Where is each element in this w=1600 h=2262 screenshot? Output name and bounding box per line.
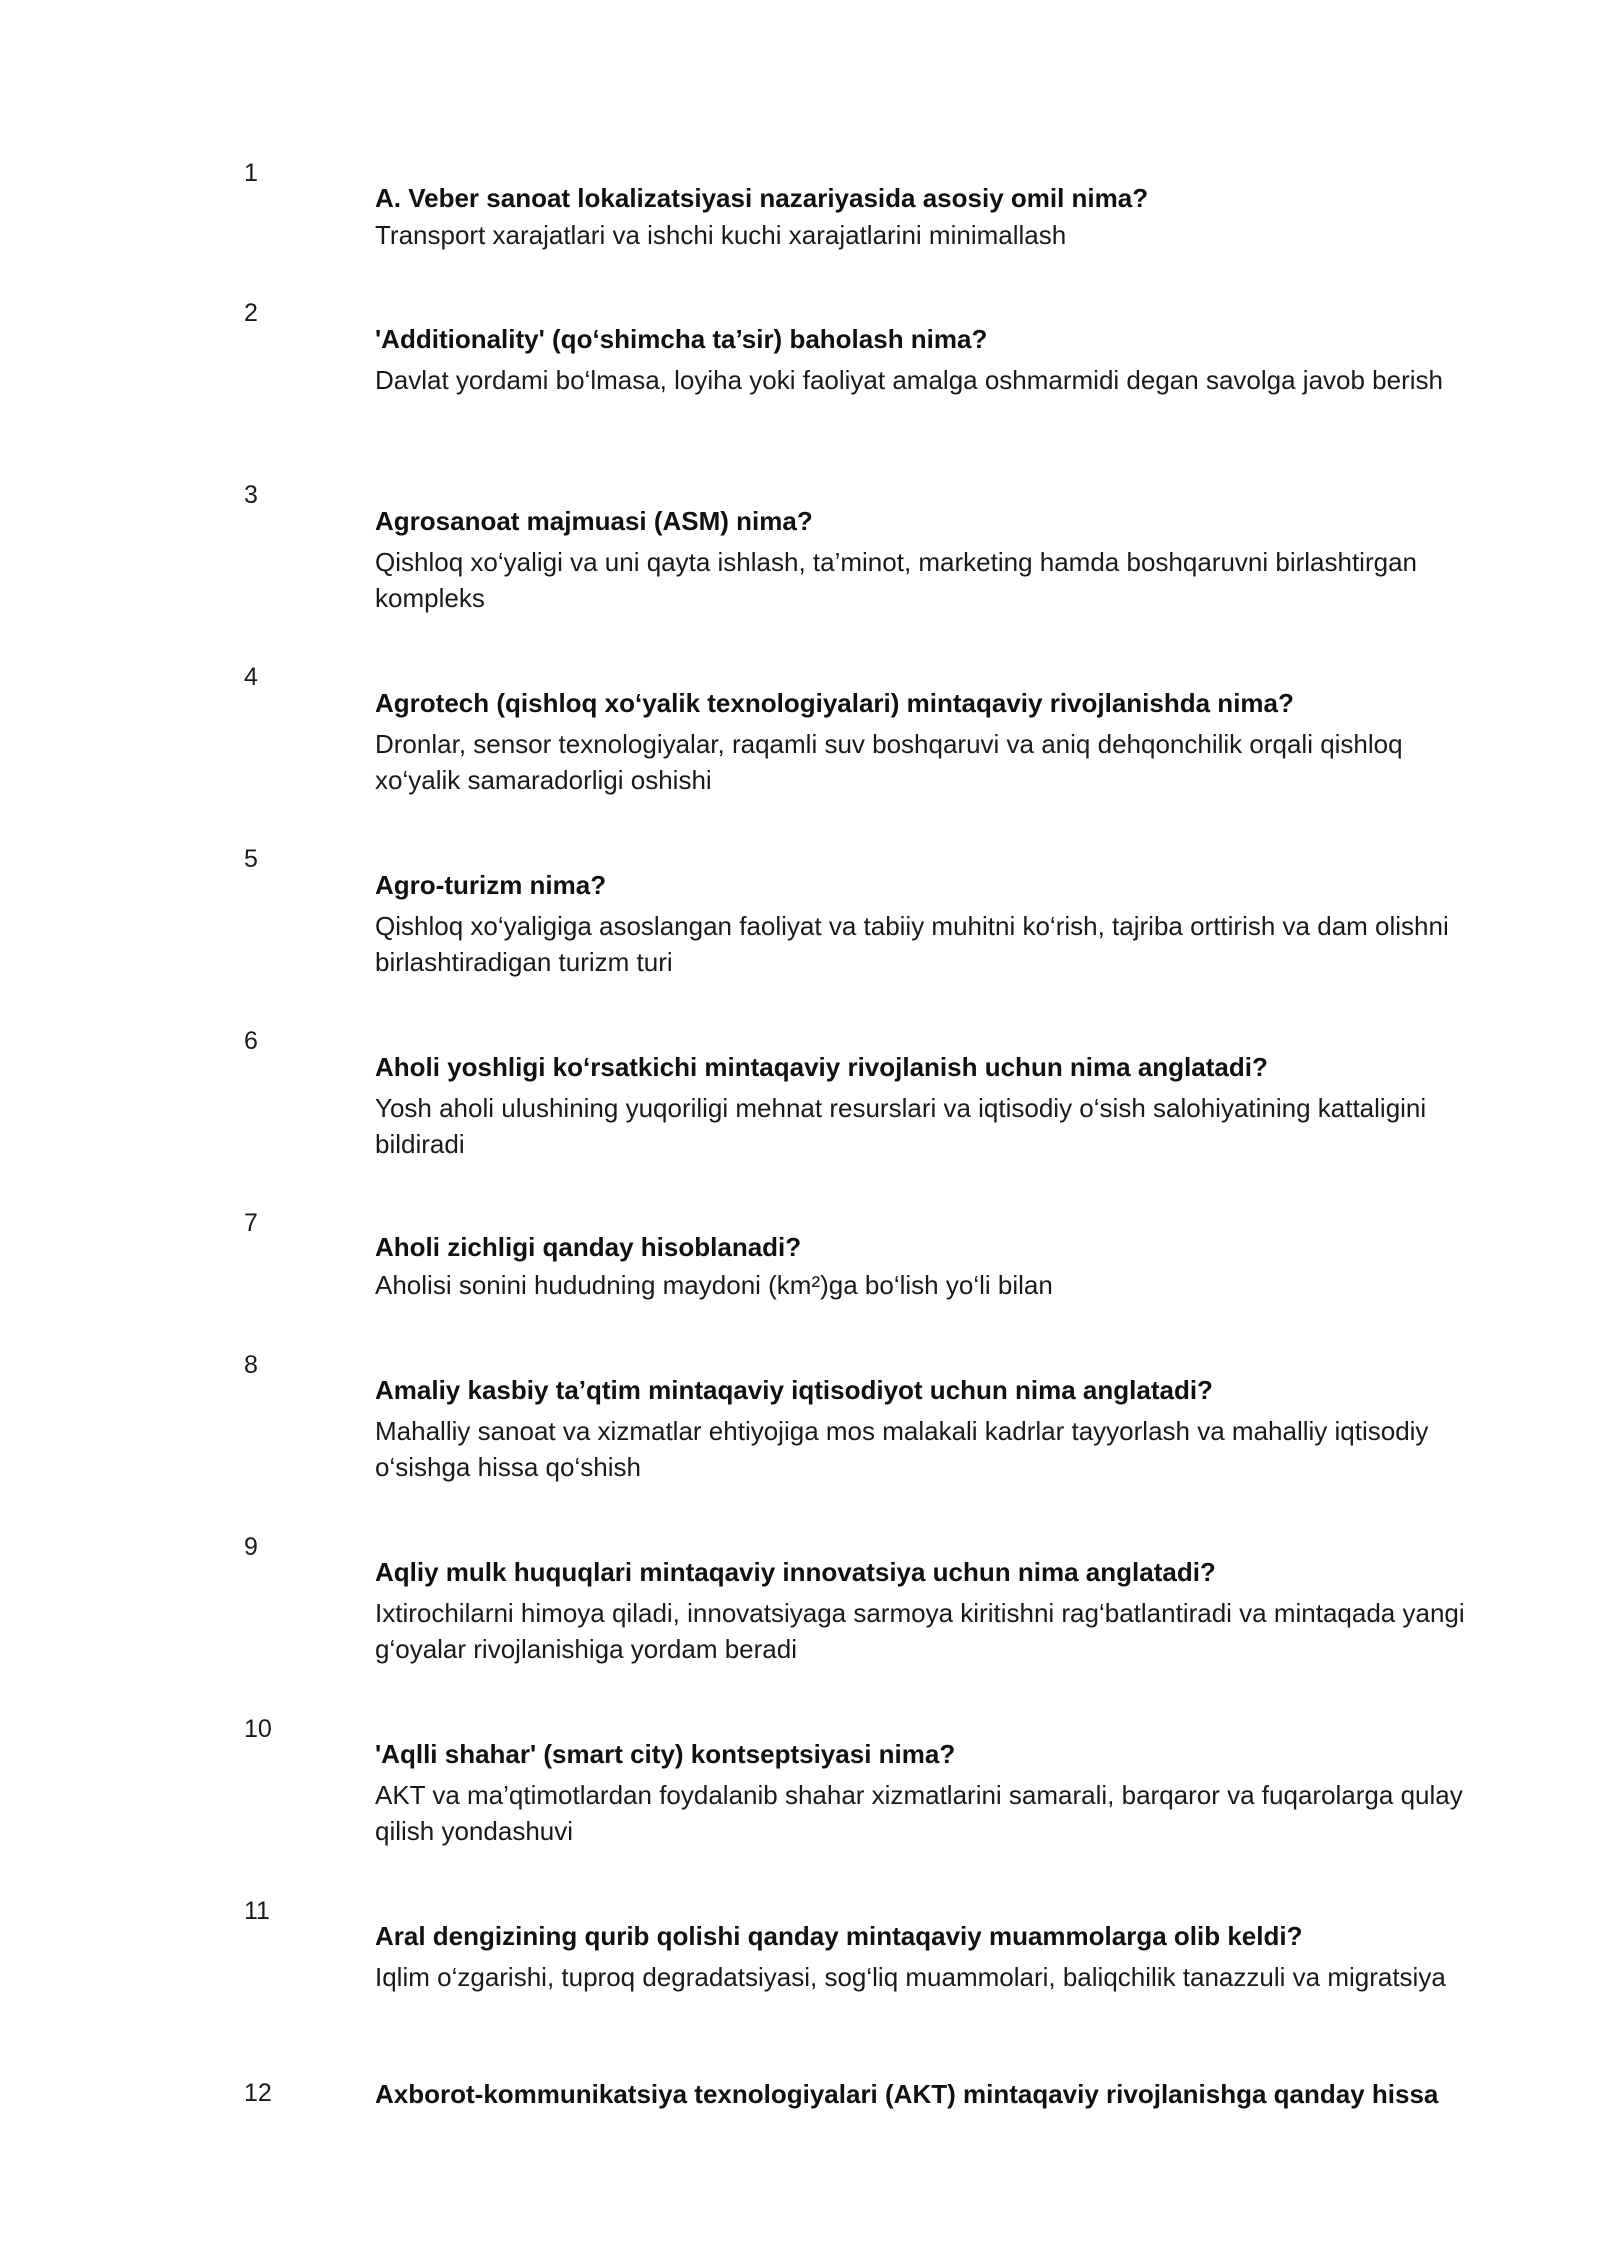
question-text: Aral dengizining qurib qolishi qanday mintaqaviy muammolarga olib keldi? — [375, 1921, 1303, 1951]
item-number: 2 — [244, 299, 258, 327]
question-text: A. Veber sanoat lokalizatsiyasi nazariyasida asosiy omil nima? — [375, 183, 1149, 213]
question-text: 'Additionality' (qo‘shimcha ta’sir) baholash nima? — [375, 324, 988, 354]
item-number: 12 — [244, 2079, 272, 2107]
item-number: 3 — [244, 481, 258, 509]
answer-text: Dronlar, sensor texnologiyalar, raqamli suv boshqaruvi va aniq dehqonchilik orqali qishloq xo‘yalik samaradorligi oshishi — [375, 729, 1403, 795]
answer-text: Iqlim o‘zgarishi, tuproq degradatsiyasi, sog‘liq muammolari, baliqchilik tanazzuli va migratsiya — [375, 1962, 1446, 1992]
question-text: Aholi zichligi qanday hisoblanadi? — [375, 1232, 802, 1262]
question-text: Amaliy kasbiy ta’qtim mintaqaviy iqtisodiyot uchun nima anglatadi? — [375, 1375, 1213, 1405]
item-number: 11 — [244, 1897, 270, 1925]
item-number: 1 — [244, 159, 258, 187]
item-number: 8 — [244, 1351, 258, 1379]
question-text: Agrotech (qishloq xo‘yalik texnologiyalari) mintaqaviy rivojlanishda nima? — [375, 688, 1294, 718]
answer-text: Qishloq xo‘yaligiga asoslangan faoliyat va tabiiy muhitni ko‘rish, tajriba orttirish va dam olishni birlashtiradigan turizm turi — [375, 911, 1449, 977]
item-number: 5 — [244, 845, 258, 873]
question-text: Agro-turizm nima? — [375, 870, 607, 900]
answer-text: Davlat yordami bo‘lmasa, loyiha yoki faoliyat amalga oshmarmidi degan savolga javob berish — [375, 365, 1443, 395]
item-number: 4 — [244, 663, 258, 691]
answer-text: Mahalliy sanoat va xizmatlar ehtiyojiga mos malakali kadrlar tayyorlash va mahalliy iqtisodiy o‘sishga hissa qo‘shish — [375, 1416, 1429, 1482]
answer-text: Qishloq xo‘yaligi va uni qayta ishlash, ta’minot, marketing hamda boshqaruvni birlashtirgan kompleks — [375, 547, 1417, 613]
answer-text: Transport xarajatlari va ishchi kuchi xarajatlarini minimallash — [375, 220, 1067, 250]
item-number: 6 — [244, 1027, 258, 1055]
answer-text: Aholisi sonini hududning maydoni (km²)ga bo‘lish yo‘li bilan — [375, 1270, 1053, 1300]
question-text: 'Aqlli shahar' (smart city) kontseptsiyasi nima? — [375, 1739, 956, 1769]
item-number: 10 — [244, 1715, 272, 1743]
item-number: 7 — [244, 1209, 258, 1237]
answer-text: AKT va ma’qtimotlardan foydalanib shahar xizmatlarini samarali, barqaror va fuqarolarga qulay qilish yondashuvi — [375, 1780, 1463, 1846]
item-number: 9 — [244, 1533, 258, 1561]
question-text: Axborot-kommunikatsiya texnologiyalari (AKT) mintaqaviy rivojlanishga qanday hissa — [375, 2079, 1439, 2109]
answer-text: Ixtirochilarni himoya qiladi, innovatsiyaga sarmoya kiritishni rag‘batlantiradi va mintaqada yangi g‘oyalar rivojlanishiga yordam beradi — [375, 1598, 1465, 1664]
answer-text: Yosh aholi ulushining yuqoriligi mehnat resurslari va iqtisodiy o‘sish salohiyatining kattaligini bildiradi — [375, 1093, 1427, 1159]
question-text: Agrosanoat majmuasi (ASM) nima? — [375, 506, 813, 536]
question-text: Aholi yoshligi ko‘rsatkichi mintaqaviy rivojlanish uchun nima anglatadi? — [375, 1052, 1268, 1082]
question-text: Aqliy mulk huquqlari mintaqaviy innovatsiya uchun nima anglatadi? — [375, 1557, 1216, 1587]
